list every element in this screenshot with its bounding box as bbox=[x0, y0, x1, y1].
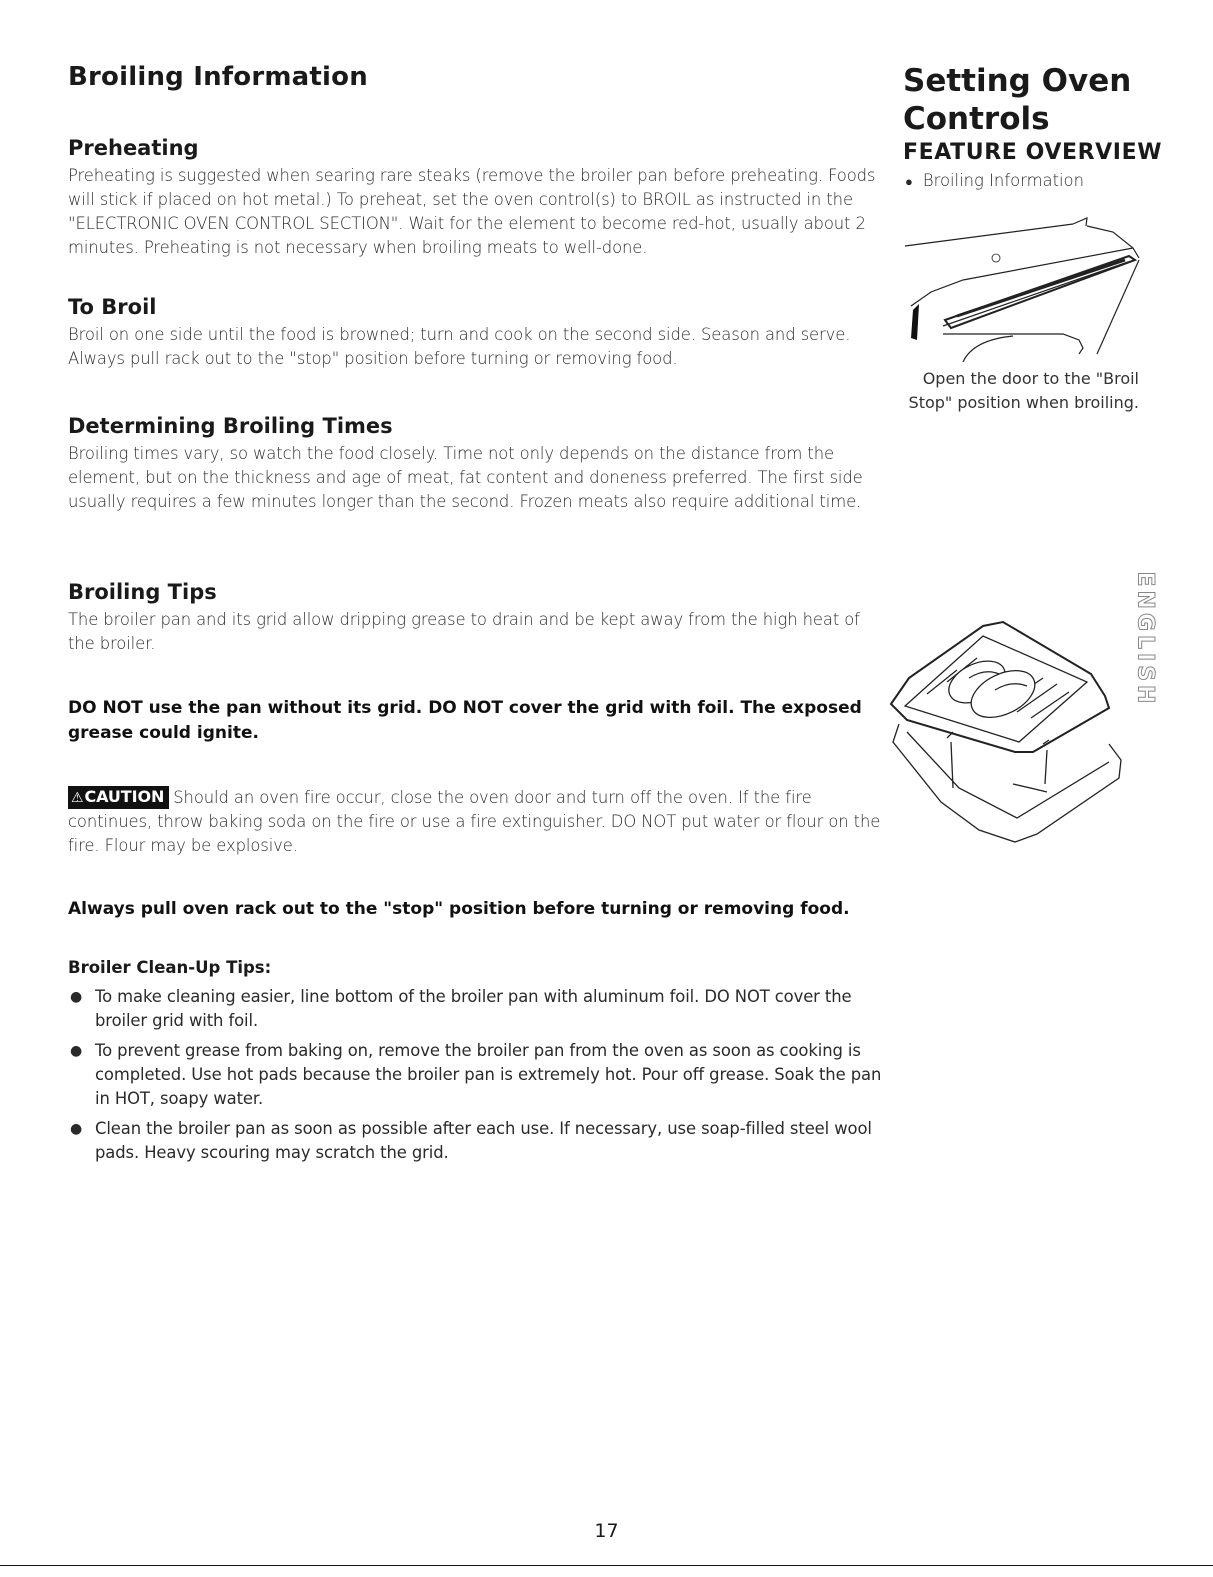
bullet-icon: ● bbox=[70, 989, 83, 1005]
determining-text: Broiling times vary, so watch the food closely. Time not only depends on the distance from the element, but on the thickness and age of meat, fat content and doneness preferred. The first side usually requires a few minutes longer than the second. Frozen meats also require additional time. bbox=[68, 444, 863, 511]
cleanup-heading: Broiler Clean-Up Tips: bbox=[68, 958, 272, 977]
list-item bbox=[68, 1117, 883, 1165]
caution-block bbox=[68, 786, 883, 858]
cleanup-list bbox=[68, 985, 883, 1171]
section-title: Setting Oven Controls bbox=[903, 63, 1132, 137]
tips-heading: Broiling Tips bbox=[68, 580, 217, 604]
warning-triangle-icon: ⚠ bbox=[71, 790, 84, 806]
preheating-text: Preheating is suggested when searing rare steaks (remove the broiler pan before preheating. Foods will stick if placed on hot metal.) To preheat, set the oven control(s) to BROIL as instructed in the "ELECTRONIC OVEN CONTROL SECTION". Wait for the element to become red-hot, usually about 2 minutes. Preheating is not necessary when broiling meats to well-done. bbox=[68, 166, 876, 257]
list-item bbox=[68, 1039, 883, 1111]
preheating-heading: Preheating bbox=[68, 136, 199, 160]
list-item-text: To make cleaning easier, line bottom of the broiler pan with aluminum foil. DO NOT cover the broiler grid with foil. bbox=[95, 987, 852, 1030]
determining-heading: Determining Broiling Times bbox=[68, 414, 393, 438]
page-number: 17 bbox=[594, 1520, 619, 1542]
tips-text: The broiler pan and its grid allow dripping grease to drain and be kept away from the high heat of the broiler. bbox=[68, 610, 860, 653]
bullet-icon: ● bbox=[905, 175, 913, 190]
broiler-pan-illustration bbox=[887, 612, 1127, 844]
language-tab bbox=[1128, 571, 1162, 708]
caution-paragraph bbox=[68, 786, 883, 858]
feature-overview-title: FEATURE OVERVIEW bbox=[903, 140, 1163, 165]
bullet-icon: ● bbox=[70, 1121, 83, 1137]
feature-item-label: Broiling Information bbox=[922, 171, 1084, 190]
list-item-text: Clean the broiler pan as soon as possible after each use. If necessary, use soap-filled steel wool pads. Heavy scouring may scratch the grid. bbox=[95, 1119, 872, 1162]
caution-badge bbox=[68, 786, 169, 809]
to-broil-section bbox=[68, 293, 883, 371]
tips-section bbox=[68, 578, 883, 656]
caution-label: CAUTION bbox=[84, 787, 165, 806]
to-broil-text: Broil on one side until the food is browned; turn and cook on the second side. Season and serve. Always pull rack out to the "stop" position before turning or removing food. bbox=[68, 325, 851, 368]
list-item-text: To prevent grease from baking on, remove the broiler pan from the oven as soon as cooking is completed. Use hot pads because the broiler pan is extremely hot. Pour off grease. Soak the pan in HOT, soapy water. bbox=[95, 1041, 882, 1108]
oven-door-illustration bbox=[903, 212, 1143, 364]
always-pull-warning: Always pull oven rack out to the "stop" position before turning or removing food. bbox=[68, 899, 850, 919]
oven-door-caption: Open the door to the "Broil Stop" position when broiling. bbox=[908, 369, 1139, 412]
caution-text: Should an oven fire occur, close the oven door and turn off the oven. If the fire continues, throw baking soda on the fire or use a fire extinguisher. DO NOT put water or flour on the fire. Flour may be explosive. bbox=[68, 788, 881, 855]
page-title: Broiling Information bbox=[68, 62, 368, 92]
determining-section bbox=[68, 412, 883, 514]
preheating-section bbox=[68, 134, 883, 260]
list-item bbox=[68, 985, 883, 1033]
to-broil-heading: To Broil bbox=[68, 295, 157, 319]
language-tab-label: ENGLISH bbox=[1132, 571, 1158, 708]
grid-warning: DO NOT use the pan without its grid. DO NOT cover the grid with foil. The exposed grease could ignite. bbox=[68, 698, 862, 743]
bullet-icon: ● bbox=[70, 1043, 83, 1059]
bottom-rule bbox=[0, 1565, 1213, 1566]
feature-item bbox=[905, 171, 1084, 190]
